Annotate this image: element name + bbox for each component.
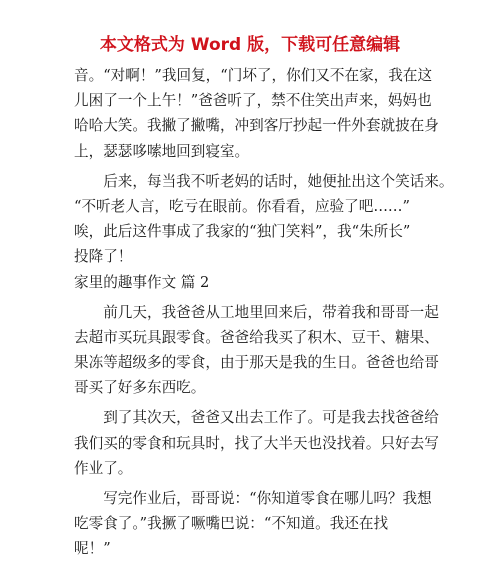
text-line: 作业了。 [74,459,133,477]
text-line: 哥买了好多东西吃。 [74,379,206,397]
paragraph [74,300,439,401]
essay-heading: 家里的趣事作文 篇 2 [74,273,210,291]
text-line: 吃零食了。”我撅了噘嘴巴说：“不知道。我还在找 [74,515,389,533]
text-line: 上，瑟瑟哆嗦地回到寝室。 [74,142,250,160]
paragraph [74,169,454,270]
text-line: 去超市买玩具跟零食。爸爸给我买了积木、豆干、糖果、 [74,328,439,346]
paragraph [74,405,439,481]
text-line: 投降了！ [74,248,133,266]
text-line: 我们买的零食和玩具时，找了大半天也没找着。只好去写 [74,434,439,452]
text-line: 果冻等超级多的零食，由于那天是我的生日。爸爸也给哥 [74,354,439,372]
text-line: 写完作业后，哥哥说：“你知道零食在哪儿吗？我想 [103,490,432,507]
paragraph [74,486,430,562]
text-line: 音。“对啊！”我回复，“门坏了，你们又不在家，我在这 [74,67,433,84]
editable-notice-banner: 本文格式为 Word 版，下载可任意编辑 [99,35,401,55]
document-body [74,63,454,562]
paragraph [74,63,439,164]
text-line: 到了其次天，爸爸又出去工作了。可是我去找爸爸给 [103,409,439,427]
text-line: 前几天，我爸爸从工地里回来后，带着我和哥哥一起 [103,303,439,321]
text-line: 后来，每当我不听老妈的话时，她便扯出这个笑话来。 [103,172,454,190]
text-line: 哈哈大笑。我撇了撇嘴，冲到客厅抄起一件外套就披在身 [74,117,439,135]
text-line: 儿困了一个上午！”爸爸听了，禁不住笑出声来，妈妈也 [74,92,432,110]
text-line: 唉，此后这件事成了我家的“独门笑料”，我“朱所长” [74,223,411,241]
text-line: 呢！” [74,540,111,558]
text-line: “不听老人言，吃亏在眼前。你看看，应验了吧……” [74,197,410,215]
